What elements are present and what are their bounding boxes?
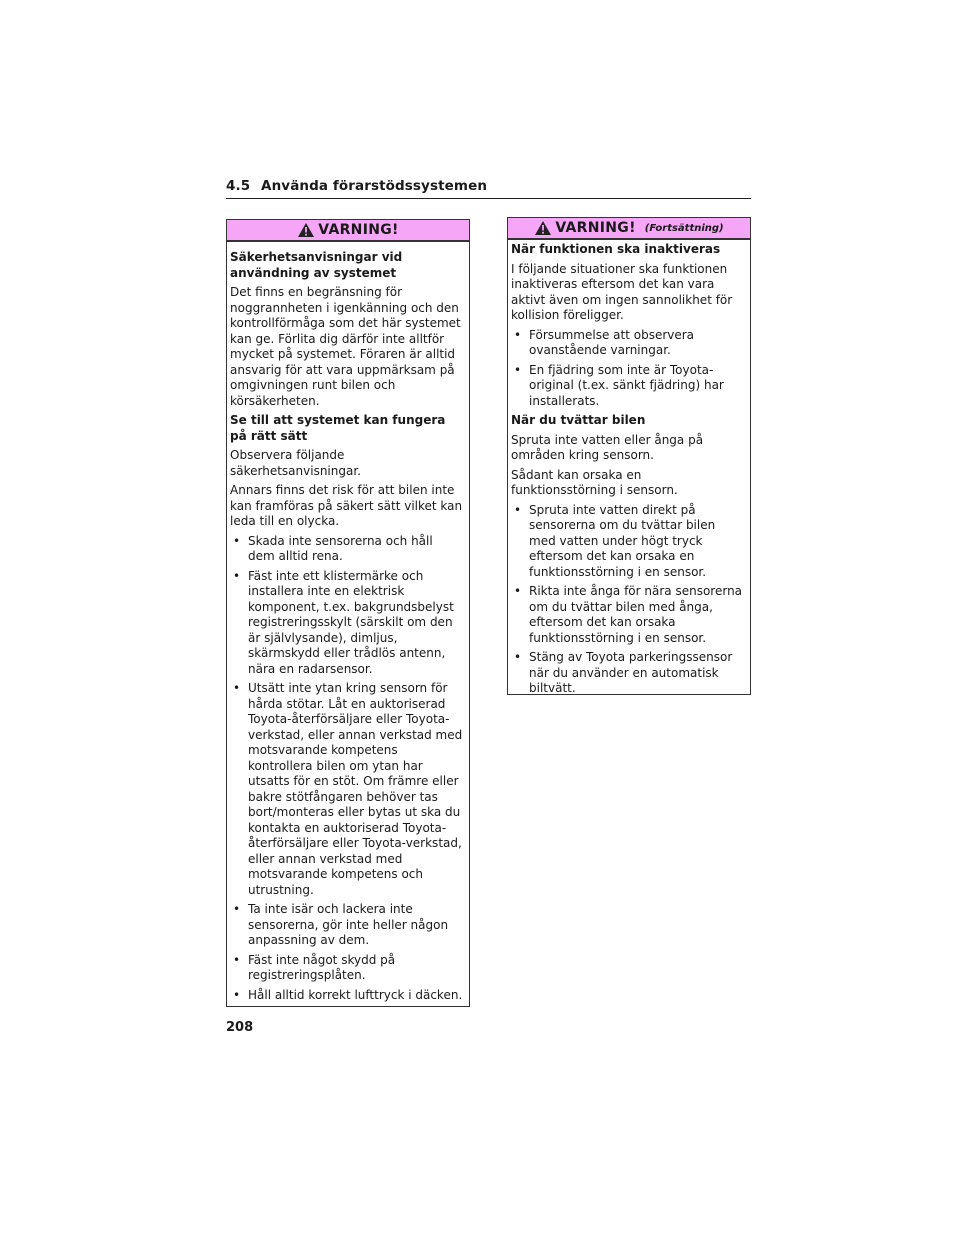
warning-header: [227, 220, 469, 242]
list-item-text: Rikta inte ånga för nära sensorerna om du tvättar bilen med ånga, eftersom det kan orsaka funktionsstörning i en sensor.: [529, 584, 743, 645]
list-item: [511, 584, 744, 646]
section-header: [226, 178, 751, 199]
subheading: När funktionen ska inaktiveras: [511, 242, 721, 256]
list-item: [511, 363, 744, 410]
list-item: [230, 534, 463, 565]
list-item: [511, 328, 744, 359]
warning-triangle-icon: [297, 222, 315, 238]
list-item-text: Spruta inte vatten direkt på sensorerna om du tvättar bilen med vatten under högt tryck eftersom det kan orsaka en funktionsstörning i en sensor.: [529, 502, 716, 579]
warning-box-left: [226, 219, 470, 1007]
warning-body: [508, 240, 750, 705]
bullet-icon: •: [233, 533, 241, 548]
list-item: [511, 650, 744, 697]
list-item: [230, 569, 463, 678]
bullet-icon: •: [233, 952, 241, 967]
paragraph: Det finns en begränsning för noggrannheten i igenkänning och den kontrollförmåga som det här systemet kan ge. Förlita dig därför inte alltför mycket på systemet. Föraren är alltid ansvarig för att vara uppmärksam på omgivningen runt bilen och körsäkerheten.: [230, 285, 461, 408]
continued-label: (Fortsättning): [644, 222, 724, 234]
list-item-text: En fjädring som inte är Toyota-original (t.ex. sänkt fjädring) har installerats.: [529, 362, 724, 408]
section-number: 4.5: [226, 178, 251, 194]
list-item-text: Stäng av Toyota parkeringssensor när du använder en automatisk biltvätt.: [529, 650, 733, 695]
warning-triangle-icon: [534, 220, 552, 236]
list-item-text: Ta inte isär och lackera inte sensorerna, gör inte heller någon anpassning av dem.: [248, 902, 449, 947]
warning-header-continued: [508, 218, 750, 240]
list-item-text: Utsätt inte ytan kring sensorn för hårda stötar. Låt en auktoriserad Toyota-återförsäljare eller Toyota-verkstad, eller annan verkstad med motsvarande kompetens kontrollera bilen om ytan har utsatts för en stöt. Om främre eller bakre stötfångaren behöver tas bort/monteras eller bytas ut ska du kontakta en auktoriserad Toyota-återförsäljare eller Toyota-verkstad, eller annan verkstad med motsvarande kompetens och utrustning.: [248, 681, 463, 897]
list-item-text: Skada inte sensorerna och håll dem alltid rena.: [248, 533, 433, 563]
bullet-list: [230, 534, 463, 1004]
subheading: Säkerhetsanvisningar vid användning av systemet: [230, 250, 403, 280]
bullet-icon: •: [233, 987, 241, 1002]
list-item: [230, 902, 463, 949]
bullet-list: [511, 328, 744, 410]
bullet-icon: •: [233, 902, 241, 916]
paragraph: I följande situationer ska funktionen inaktiveras eftersom det kan vara aktivt även om ingen sannolikhet för kollision föreligger.: [511, 261, 733, 322]
warning-body: [227, 242, 469, 1011]
bullet-icon: •: [514, 362, 522, 377]
bullet-icon: •: [233, 681, 241, 695]
bullet-icon: •: [514, 502, 522, 517]
list-item: [511, 503, 744, 581]
subheading: Se till att systemet kan fungera på rätt sätt: [230, 413, 446, 443]
list-item-text: Håll alltid korrekt lufttryck i däcken.: [248, 987, 463, 1002]
page-number: 208: [226, 1020, 254, 1035]
bullet-icon: •: [514, 584, 522, 598]
list-item-text: Fäst inte ett klistermärke och installera inte en elektrisk komponent, t.ex. bakgrundsbelyst registreringsskylt (särskilt om den är självlysande), dimljus, skärmskydd eller trådlös antenn, nära en radarsensor.: [248, 568, 454, 676]
warning-box-right: [507, 217, 751, 695]
section-title: Använda förarstödssystemen: [261, 178, 488, 194]
list-item-text: Fäst inte något skydd på registreringsplåten.: [248, 952, 396, 982]
list-item: [230, 953, 463, 984]
bullet-icon: •: [514, 650, 522, 664]
warning-title: VARNING!: [555, 220, 636, 236]
bullet-icon: •: [514, 327, 522, 342]
warning-title: VARNING!: [318, 222, 399, 238]
paragraph: Sådant kan orsaka en funktionsstörning i sensorn.: [511, 467, 678, 497]
list-item: [230, 681, 463, 898]
paragraph: Annars finns det risk för att bilen inte kan framföras på säkert sätt vilket kan leda till en olycka.: [230, 483, 463, 528]
paragraph: Observera följande säkerhetsanvisningar.: [230, 448, 361, 478]
bullet-icon: •: [233, 568, 241, 583]
paragraph: Spruta inte vatten eller ånga på områden kring sensorn.: [511, 432, 704, 462]
subheading: När du tvättar bilen: [511, 413, 646, 427]
list-item: [230, 988, 463, 1004]
bullet-list: [511, 503, 744, 697]
list-item-text: Försummelse att observera ovanstående varningar.: [529, 327, 695, 357]
